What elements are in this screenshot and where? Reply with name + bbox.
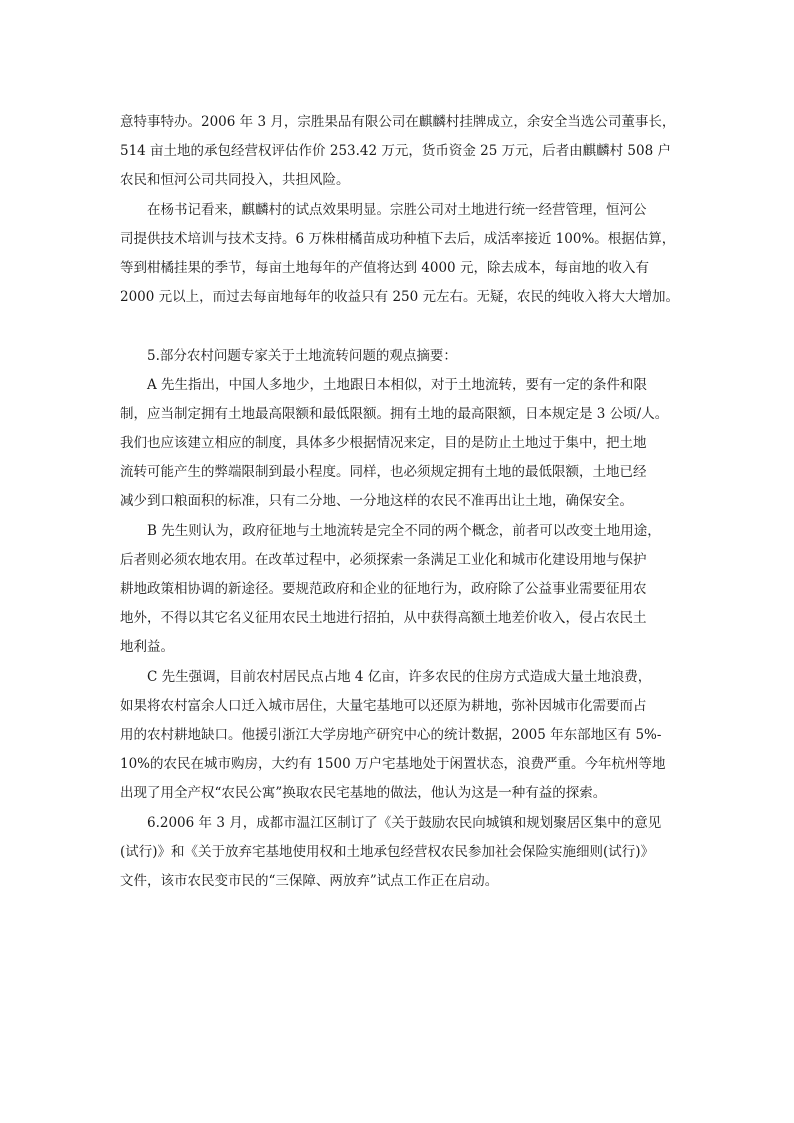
text-line: 司提供技术培训与技术支持。6 万株柑橘苗成功种植下去后，成活率接近 100%。根据估算， — [120, 230, 676, 247]
text-line: 等到柑橘挂果的季节，每亩土地每年的产值将达到 4000 元，除去成本，每亩地的收入有 — [120, 259, 649, 276]
section-heading-6: 6.2006 年 3 月，成都市温江区制订了《关于鼓励农民向城镇和规划聚居区集中的意见 — [147, 814, 662, 831]
paragraph-start-line: C 先生强调，目前农村居民点占地 4 亿亩，许多农民的住房方式造成大量土地浪费， — [147, 668, 652, 685]
text-line: (试行)》和《关于放弃宅基地使用权和土地承包经营权农民参加社会保险实施细则(试行)》 — [120, 843, 655, 860]
document-body — [120, 108, 686, 896]
text-line: 耕地政策相协调的新途径。要规范政府和企业的征地行为，政府除了公益事业需要征用农 — [120, 581, 647, 597]
section-heading-5: 5.部分农村问题专家关于土地流转问题的观点摘要： — [147, 347, 457, 364]
text-line: 514 亩土地的承包经营权评估作价 253.42 万元，货币资金 25 万元，后者由麒麟村 508 户 — [120, 143, 671, 160]
paragraph-start-line: 在杨书记看来，麒麟村的试点效果明显。宗胜公司对土地进行统一经营管理，恒河公 — [147, 201, 647, 218]
text-line: 意特事特办。2006 年 3 月，宗胜果品有限公司在麒麟村挂牌成立，余安全当选公司董事长， — [120, 114, 676, 130]
text-line: 农民和恒河公司共同投入，共担风险。 — [120, 172, 350, 189]
text-line: 2000 元以上，而过去每亩地每年的收益只有 250 元左右。无疑，农民的纯收入将大大增加。 — [120, 289, 679, 306]
text-line: 如果将农村富余人口迁入城市居住，大量宅基地可以还原为耕地，弥补因城市化需要而占 — [120, 697, 647, 714]
text-line: 我们也应该建立相应的制度，具体多少根据情况来定，目的是防止土地过于集中，把土地 — [120, 435, 647, 452]
text-line: 文件，该市农民变市民的“三保障、两放弃”试点工作正在启动。 — [120, 872, 499, 889]
text-line: 用的农村耕地缺口。他援引浙江大学房地产研究中心的统计数据，2005 年东部地区有 5%- — [120, 726, 662, 743]
text-line: 地外，不得以其它名义征用农民土地进行招拍，从中获得高额土地差价收入，侵占农民土 — [120, 610, 647, 627]
paragraph-start-line: A 先生指出，中国人多地少，土地跟日本相似，对于土地流转，要有一定的条件和限 — [147, 376, 648, 393]
text-line: 制，应当制定拥有土地最高限额和最低限额。拥有土地的最高限额，日本规定是 3 公顷/人。 — [120, 405, 669, 422]
text-line: 后者则必须农地农用。在改革过程中，必须探索一条满足工业化和城市化建设用地与保护 — [120, 551, 647, 568]
paragraph-gap — [120, 312, 686, 341]
text-line: 减少到口粮面积的标准，只有二分地、一分地这样的农民不准再出让土地，确保安全。 — [120, 493, 633, 510]
text-line: 地利益。 — [120, 639, 174, 656]
text-line: 10%的农民在城市购房，大约有 1500 万户宅基地处于闲置状态，浪费严重。今年杭州等地 — [120, 756, 666, 773]
text-line: 出现了用全产权“农民公寓”换取农民宅基地的做法，他认为这是一种有益的探索。 — [120, 785, 607, 802]
paragraph-start-line: B 先生则认为，政府征地与土地流转是完全不同的两个概念，前者可以改变土地用途， — [147, 522, 661, 539]
text-line: 流转可能产生的弊端限制到最小程度。同样，也必须规定拥有土地的最低限额，土地已经 — [120, 464, 647, 481]
